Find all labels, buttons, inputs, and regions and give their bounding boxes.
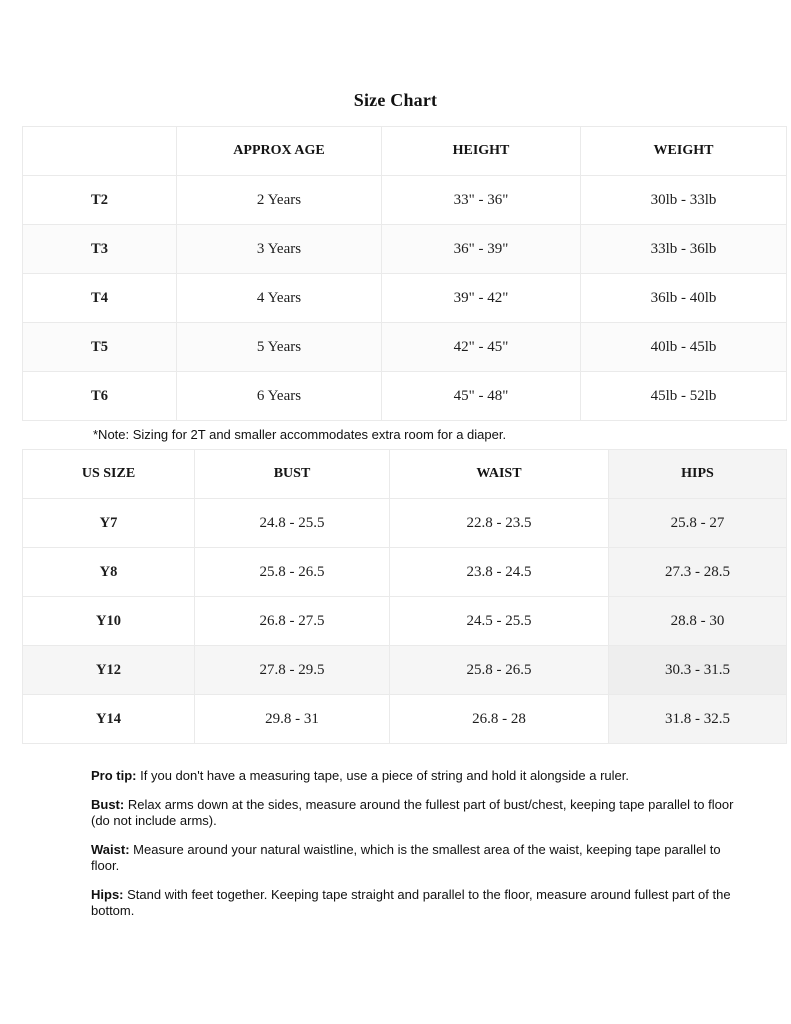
toddler-header-weight: WEIGHT [581, 127, 787, 176]
table-row-t5 [23, 323, 787, 372]
height-cell: 42" - 45" [382, 323, 581, 372]
youth-header-us-size: US SIZE [23, 450, 195, 499]
table-row-y8 [23, 548, 787, 597]
youth-header-hips: HIPS [609, 450, 787, 499]
hips-cell: 28.8 - 30 [609, 597, 787, 646]
tip-label: Pro tip: [91, 768, 137, 783]
waist-cell: 22.8 - 23.5 [390, 499, 609, 548]
age-cell: 5 Years [177, 323, 382, 372]
size-cell: T5 [23, 323, 177, 372]
youth-size-table [22, 449, 787, 744]
tip-label: Bust: [91, 797, 125, 812]
height-cell: 33" - 36" [382, 176, 581, 225]
size-cell: Y10 [23, 597, 195, 646]
weight-cell: 36lb - 40lb [581, 274, 787, 323]
size-cell: Y12 [23, 646, 195, 695]
measuring-tips [91, 768, 746, 919]
tip-text: Stand with feet together. Keeping tape straight and parallel to the floor, measure around fullest part of the bottom. [91, 887, 731, 918]
table-row-t2 [23, 176, 787, 225]
table-row-t3 [23, 225, 787, 274]
tip-text: Relax arms down at the sides, measure around the fullest part of bust/chest, keeping tape parallel to floor (do not include arms). [91, 797, 734, 828]
weight-cell: 45lb - 52lb [581, 372, 787, 421]
table-row-y7 [23, 499, 787, 548]
table-row-y14 [23, 695, 787, 744]
toddler-header-row [23, 127, 787, 176]
hips-cell: 30.3 - 31.5 [609, 646, 787, 695]
waist-cell: 26.8 - 28 [390, 695, 609, 744]
youth-header-row [23, 450, 787, 499]
age-cell: 6 Years [177, 372, 382, 421]
toddler-size-table [22, 126, 787, 421]
tip-hips [91, 887, 746, 919]
table-row-y10 [23, 597, 787, 646]
size-cell: Y7 [23, 499, 195, 548]
bust-cell: 26.8 - 27.5 [195, 597, 390, 646]
bust-cell: 29.8 - 31 [195, 695, 390, 744]
size-cell: T2 [23, 176, 177, 225]
hips-cell: 27.3 - 28.5 [609, 548, 787, 597]
bust-cell: 27.8 - 29.5 [195, 646, 390, 695]
diaper-sizing-note: *Note: Sizing for 2T and smaller accommodates extra room for a diaper. [93, 427, 507, 442]
hips-cell: 31.8 - 32.5 [609, 695, 787, 744]
table-row-t4 [23, 274, 787, 323]
bust-cell: 25.8 - 26.5 [195, 548, 390, 597]
age-cell: 4 Years [177, 274, 382, 323]
waist-cell: 25.8 - 26.5 [390, 646, 609, 695]
age-cell: 3 Years [177, 225, 382, 274]
tip-bust [91, 797, 746, 829]
bust-cell: 24.8 - 25.5 [195, 499, 390, 548]
hips-cell: 25.8 - 27 [609, 499, 787, 548]
weight-cell: 40lb - 45lb [581, 323, 787, 372]
size-cell: T3 [23, 225, 177, 274]
size-cell: Y8 [23, 548, 195, 597]
waist-cell: 23.8 - 24.5 [390, 548, 609, 597]
weight-cell: 30lb - 33lb [581, 176, 787, 225]
youth-header-bust: BUST [195, 450, 390, 499]
tip-label: Waist: [91, 842, 130, 857]
height-cell: 45" - 48" [382, 372, 581, 421]
size-cell: T6 [23, 372, 177, 421]
waist-cell: 24.5 - 25.5 [390, 597, 609, 646]
tip-text: If you don't have a measuring tape, use a piece of string and hold it alongside a ruler. [140, 768, 629, 783]
height-cell: 36" - 39" [382, 225, 581, 274]
size-cell: T4 [23, 274, 177, 323]
tip-waist [91, 842, 746, 874]
toddler-header-empty [23, 127, 177, 176]
page-title: Size Chart [353, 90, 438, 110]
table-row-y12 [23, 646, 787, 695]
tip-label: Hips: [91, 887, 124, 902]
table-row-t6 [23, 372, 787, 421]
tip-text: Measure around your natural waistline, which is the smallest area of the waist, keeping tape parallel to floor. [91, 842, 721, 873]
size-cell: Y14 [23, 695, 195, 744]
tip-pro-tip [91, 768, 746, 784]
height-cell: 39" - 42" [382, 274, 581, 323]
toddler-header-approx-age: APPROX AGE [177, 127, 382, 176]
weight-cell: 33lb - 36lb [581, 225, 787, 274]
age-cell: 2 Years [177, 176, 382, 225]
youth-header-waist: WAIST [390, 450, 609, 499]
toddler-header-height: HEIGHT [382, 127, 581, 176]
